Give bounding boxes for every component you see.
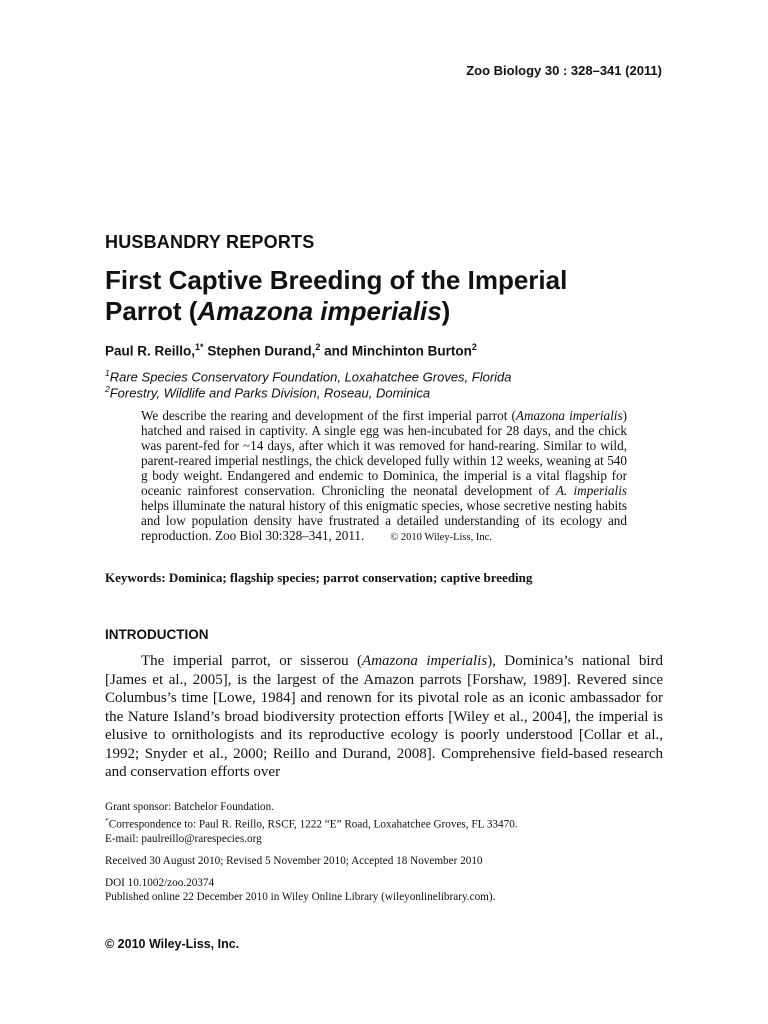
affiliation-1 [105, 368, 512, 384]
journal-reference: Zoo Biology 30 : 328–341 (2011) [466, 63, 662, 78]
abstract-text-1: We describe the rearing and development of the first imperial parrot ( [141, 408, 516, 423]
affiliation-2-mark: 2 [105, 384, 110, 394]
intro-text-1: The imperial parrot, or sisserou ( [141, 653, 363, 669]
affiliation-1-text: Rare Species Conservatory Foundation, Loxahatchee Groves, Florida [109, 369, 512, 385]
intro-text-2: ), Dominica’s national bird [James et al., 2005], is the largest of the Amazon parrots [Forshaw, 1989]. Revered since Columbus’s time [Lowe, 1984] and renown for its pivotal role as an iconic ambassador for the Nature Island’s broad biodiversity protection efforts [Wiley et al., 2004], the imperial is elusive to ornithologists and its reproductive ecology is poorly understood [Collar et al., 1992; Snyder et al., 2000; Reillo and Durand, 2008]. Comprehensive field-based research and conservation efforts over [105, 653, 663, 780]
correspondence-text: Correspondence to: Paul R. Reillo, RSCF, 1222 “E” Road, Loxahatchee Groves, FL 33470. [108, 818, 518, 831]
author-3-affil-mark: 2 [471, 342, 477, 352]
received-dates: Received 30 August 2010; Revised 5 November 2010; Accepted 18 November 2010 [105, 854, 483, 867]
abstract-text-2: ) hatched and raised in captivity. A single egg was hen-incubated for 28 days, and the chick was parent-fed for ~14 days, after which it was removed for hand-rearing. Similar to wild, parent-reared imperial nestlings, the chick developed fully within 12 weeks, weaning at 540 g body weight. Endangered and endemic to Dominica, the imperial is a vital flagship for oceanic rainforest conservation. Chronicling the neonatal development of [141, 408, 627, 498]
abstract-species-abbrev: A. imperialis [555, 483, 627, 498]
grant-sponsor: Grant sponsor: Batchelor Foundation. [105, 801, 275, 813]
author-2: Stephen Durand, [207, 343, 316, 359]
author-1: Paul R. Reillo, [105, 343, 196, 359]
author-2-affil-mark: 2 [315, 342, 321, 352]
author-list [105, 342, 477, 359]
keywords: Keywords: Dominica; flagship species; parrot conservation; captive breeding [105, 570, 533, 585]
title-line-1: First Captive Breeding of the Imperial [105, 265, 568, 295]
correspondence [105, 814, 625, 832]
doi: DOI 10.1002/zoo.20374 [105, 876, 215, 889]
affiliation-2-text: Forestry, Wildlife and Parks Division, Roseau, Dominica [109, 385, 431, 401]
correspondence-email: E-mail: paulreillo@rarespecies.org [105, 832, 262, 845]
article-title [105, 265, 685, 327]
author-1-affil-mark: 1 [195, 342, 201, 352]
copyright-notice: © 2010 Wiley-Liss, Inc. [105, 937, 240, 951]
affiliation-1-mark: 1 [105, 368, 110, 378]
abstract-text-3: helps illuminate the natural history of this enigmatic species, whose secretive nesting habits and low population density have frustrated a detailed understanding of its ecology and reproduction. Zoo Biol 30:328–341, 2011. [141, 498, 627, 543]
correspondence-mark: * [105, 816, 109, 825]
abstract [141, 408, 627, 545]
title-species-name: Amazona imperialis [197, 296, 442, 326]
title-line-2-suffix: ) [441, 296, 451, 326]
abstract-copyright: © 2010 Wiley-Liss, Inc. [390, 532, 492, 543]
introduction-heading: INTRODUCTION [105, 627, 209, 642]
footnotes [105, 800, 625, 904]
intro-species-name: Amazona imperialis [362, 653, 488, 669]
author-3: and Minchinton Burton [324, 343, 472, 359]
author-1-corresponding-mark: * [200, 342, 204, 352]
title-line-2-prefix: Parrot ( [105, 296, 198, 326]
abstract-species-name: Amazona imperialis [515, 408, 623, 423]
affiliation-2 [105, 384, 430, 400]
introduction-paragraph [105, 652, 663, 782]
published-online: Published online 22 December 2010 in Wiley Online Library (wileyonlinelibrary.com). [105, 890, 496, 903]
section-label: HUSBANDRY REPORTS [105, 232, 315, 252]
